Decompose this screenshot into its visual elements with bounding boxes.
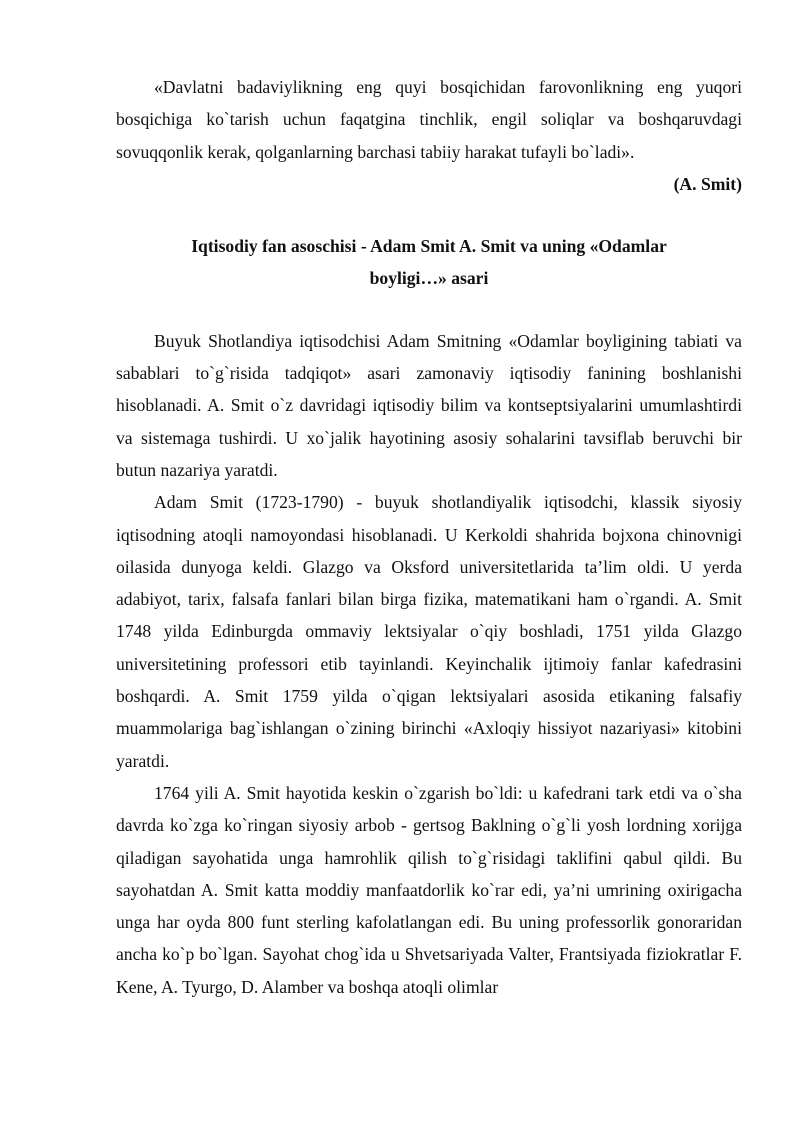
epigraph-quote: «Davlatni badaviylikning eng quyi bosqichidan farovonlikning eng yuqori bosqichiga ko`tarish uchun faqatgina tinchlik, engil soliqlar va boshqaruvdagi sovuqqonlik kerak, qolganlarning barchasi tabiiy harakat tufayli bo`ladi».	[116, 77, 742, 162]
body-paragraph: Buyuk Shotlandiya iqtisodchisi Adam Smitning «Odamlar boyligining tabiati va sabablari to`g`risida tadqiqot» asari zamonaviy iqtisodiy fanining boshlanishi hisoblanadi. A. Smit o`z davridagi iqtisodiy bilim va kontseptsiyalarini umumlashtirdi va sistemaga tushirdi. U xo`jalik hayotining asosiy sohalarini tavsiflab beruvchi bir butun nazariya yaratdi.	[116, 330, 742, 480]
body-paragraph: 1764 yili A. Smit hayotida keskin o`zgarish bo`ldi: u kafedrani tark etdi va o`sha davrda ko`zga ko`ringan siyosiy arbob - gertsog Baklning o`g`li yosh lordning xorijga qiladigan sayohatida unga hamrohlik qilish to`g`risidagi taklifini qabul qildi. Bu sayohatdan A. Smit katta moddiy manfaatdorlik ko`rar edi, ya’ni umrining oxirigacha unga har oyda 800 funt sterling kafolatlangan edi. Bu uning professorlik gonoraridan ancha ko`p bo`lgan. Sayohat chog`ida u Shvetsariyada Valter, Frantsiyada fiziokratlar F. Kene, A. Tyurgo, D. Alamber va boshqa atoqli olimlar	[116, 782, 742, 997]
section-heading-line-2: boyligi…» asari	[369, 268, 489, 289]
document-page	[116, 71, 742, 1003]
body-paragraph: Adam Smit (1723-1790) - buyuk shotlandiyalik iqtisodchi, klassik siyosiy iqtisodning atoqli namoyondasi hisoblanadi. U Kerkoldi shahrida bojxona chinovnigi oilasida dunyoga keldi. Glazgo va Oksford universitetlarida ta’lim oldi. U yerda adabiyot, tarix, falsafa fanlari bilan birga fizika, matematikani ham o`rgandi. A. Smit 1748 yilda Edinburgda ommaviy lektsiyalar o`qiy boshladi, 1751 yilda Glazgo universitetining professori etib tayinlandi. Keyinchalik ijtimoiy fanlar kafedrasini boshqardi. A. Smit 1759 yilda o`qigan lektsiyalari asosida etikaning falsafiy muammolariga bag`ishlangan o`zining birinchi «Axloqiy hissiyot nazariyasi» kitobini yaratdi.	[116, 492, 742, 771]
section-heading	[116, 230, 742, 295]
epigraph-author: (A. Smit)	[673, 173, 742, 194]
section-heading-line-1: Iqtisodiy fan asoschisi - Adam Smit A. Smit va uning «Odamlar	[191, 236, 667, 257]
